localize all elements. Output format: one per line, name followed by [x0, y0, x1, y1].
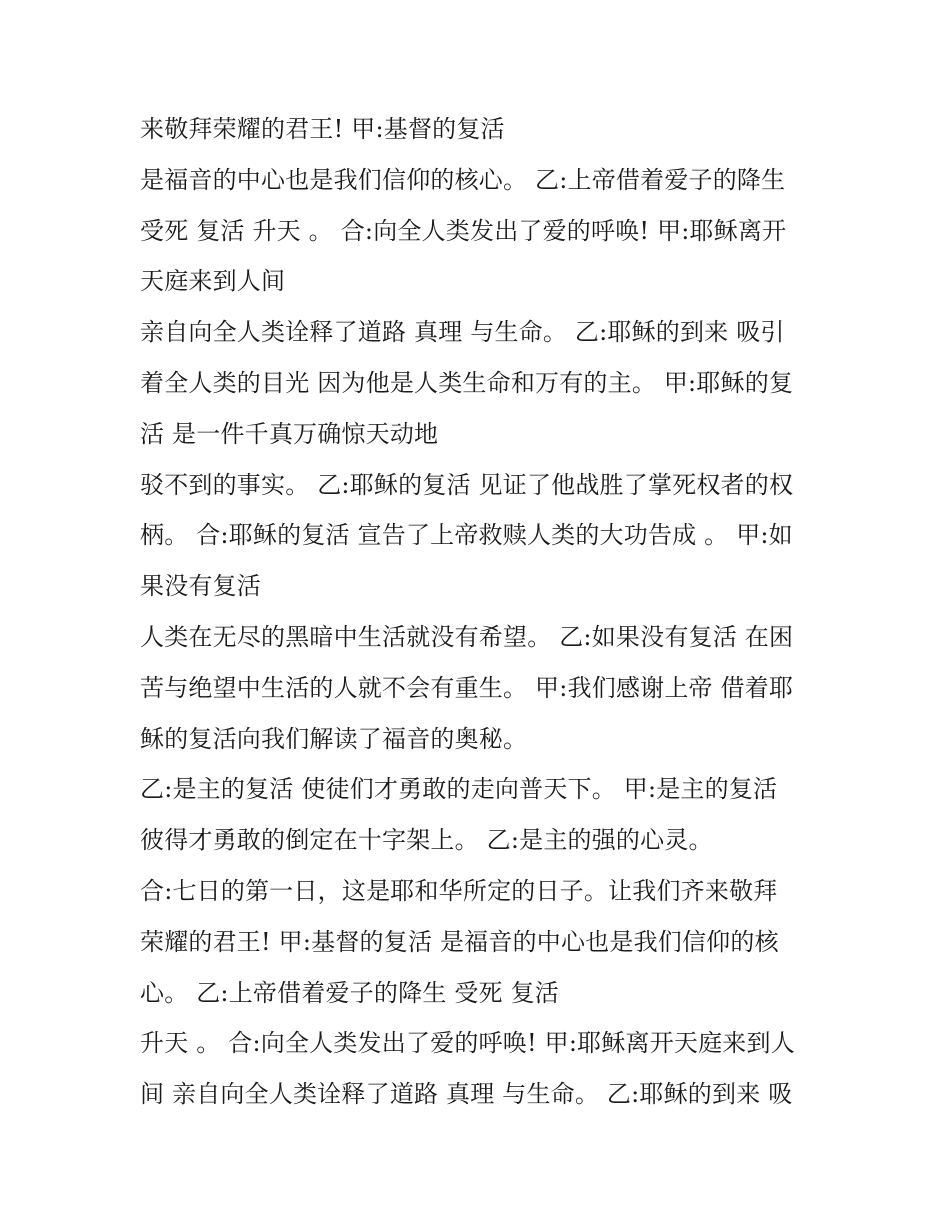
text-line: 驳不到的事实。 乙:耶稣的复活 见证了他战胜了掌死权者的权 — [140, 470, 794, 499]
body-text — [140, 104, 820, 1120]
text-line: 合:七日的第一日，这是耶和华所定的日子。让我们齐来敬拜 — [140, 876, 778, 905]
text-line: 受死 复活 升天 。 合:向全人类发出了爱的呼唤! 甲:耶稣离开 — [140, 216, 787, 245]
text-line: 苦与绝望中生活的人就不会有重生。 甲:我们感谢上帝 借着耶 — [140, 673, 794, 702]
text-line: 乙:是主的复活 使徒们才勇敢的走向普天下。 甲:是主的复活 — [140, 775, 778, 804]
text-line: 活 是一件千真万确惊天动地 — [140, 419, 439, 448]
text-line: 是福音的中心也是我们信仰的核心。 乙:上帝借着爱子的降生 — [140, 165, 786, 194]
text-line: 人类在无尽的黑暗中生活就没有希望。 乙:如果没有复活 在困 — [140, 622, 794, 651]
text-line: 果没有复活 — [140, 572, 261, 601]
text-line: 心。 乙:上帝借着爱子的降生 受死 复活 — [140, 978, 559, 1007]
text-line: 柄。 合:耶稣的复活 宣告了上帝救赎人类的大功告成 。 甲:如 — [140, 521, 793, 550]
text-line: 来敬拜荣耀的君王! 甲:基督的复活 — [140, 115, 505, 143]
text-line: 间 亲自向全人类诠释了道路 真理 与生命。 乙:耶稣的到来 吸 — [140, 1080, 793, 1109]
text-line: 亲自向全人类诠释了道路 真理 与生命。 乙:耶稣的到来 吸引 — [140, 318, 785, 347]
text-line: 荣耀的君王! 甲:基督的复活 是福音的中心也是我们信仰的核 — [140, 927, 779, 956]
text-line: 彼得才勇敢的倒定在十字架上。 乙:是主的强的心灵。 — [140, 826, 713, 855]
text-line: 天庭来到人间 — [140, 267, 286, 296]
text-line: 稣的复活向我们解读了福音的奥秘。 — [140, 724, 528, 753]
text-line: 升天 。 合:向全人类发出了爱的呼唤! 甲:耶稣离开天庭来到人 — [140, 1029, 795, 1058]
text-line: 着全人类的目光 因为他是人类生命和万有的主。 甲:耶稣的复 — [140, 368, 794, 397]
